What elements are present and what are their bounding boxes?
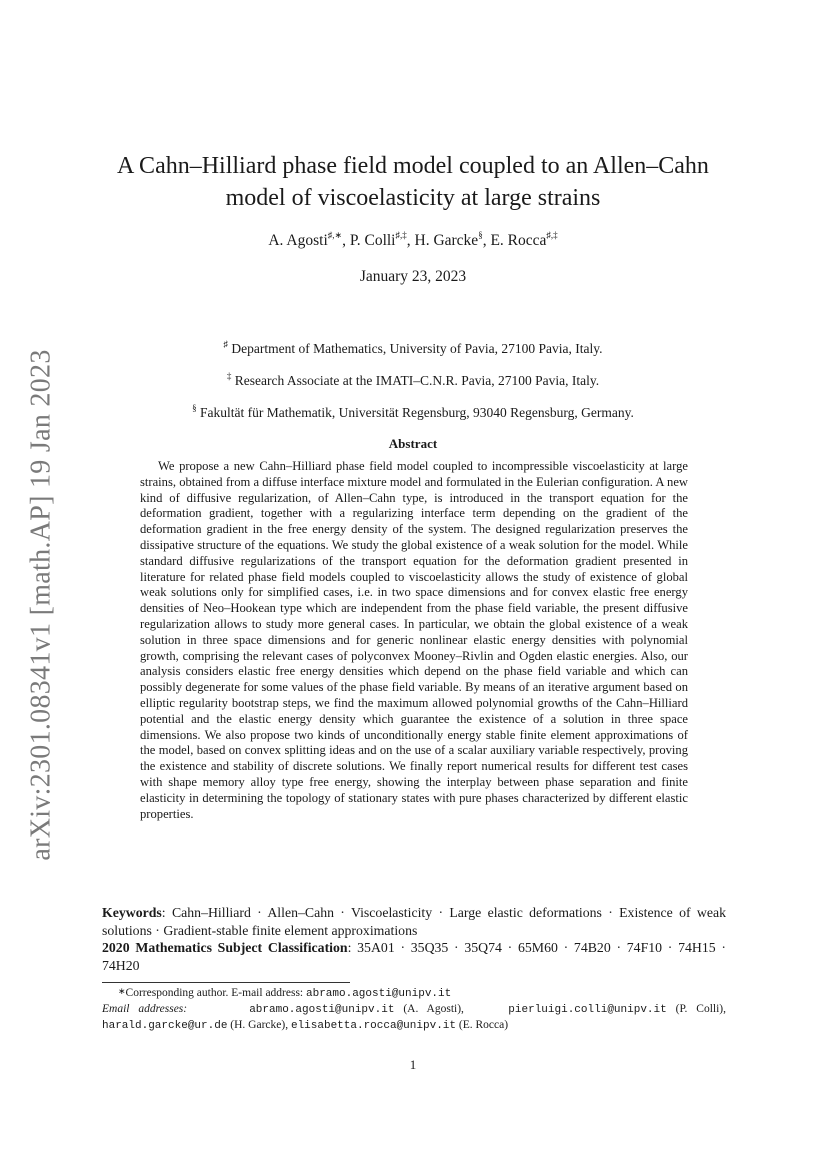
affiliation [100,341,726,357]
paper-title-line-1: A Cahn–Hilliard phase field model coupled to an Allen–Cahn [117,153,709,179]
paper-date: January 23, 2023 [359,268,467,285]
author-name: P. Colli [349,232,396,249]
email-link[interactable]: elisabetta.rocca@unipv.it [290,1020,456,1033]
affiliation-text: Fakultät für Mathematik, Universität Regensburg, 93040 Regensburg, Germany. [199,405,634,420]
corresponding-author-note [102,986,726,1002]
author-marks: ♯,‡ [546,230,558,240]
msc-label: 2020 Mathematics Subject Classification [102,940,348,955]
affiliation-text: Department of Mathematics, University of Pavia, 27100 Pavia, Italy. [231,341,603,356]
abstract-body: We propose a new Cahn–Hilliard phase field model coupled to incompressible viscoelasticity at large strains, obtained from a diffuse interface mixture model and formulated in the Eulerian configuration. A new kind of diffusive regularization, of Allen–Cahn type, is introduced in the transport equation for the deformation gradient, together with a regularizing interface term depending on the gradient of the deformation gradient in the free energy density of the system. The designed regularization preserves the dissipative structure of the equations. We study the global existence of a weak solution for the model. While standard diffusive regularizations of the transport equation for the deformation gradient presented in literature for related phase field models coupled to viscoelasticity allows the study of existence of global weak solutions only for simplified cases, i.e. in two space dimensions and for convex elastic free energy densities of Neo–Hookean type which are independent from the phase field variable, the present diffusive regularization allows to study more general cases. In particular, we obtain the global existence of a weak solution in three space dimensions and for generic nonlinear elastic energy densities with polynomial growth, comprising the relevant cases of polyconvex Mooney–Rivlin and Ogden elastic energies. Also, our analysis considers elastic free energy densities which depend on the phase field variable and which can possibly degenerate for some values of the phase field variable. By means of an iterative argument based on elliptic regularity bootstrap steps, we find the maximum allowed polynomial growths of the Cahn–Hilliard potential and the elastic energy density which guarantee the existence of a solution in three space dimensions. We also propose two kinds of unconditionally energy stable finite element approximations of the model, based on convex splitting ideas and on the use of a scalar auxiliary variable respectively, proving the existence and stability of discrete solutions. We finally report numerical results for different test cases with shape memory alloy type free energy, showing the interplay between phase separation and finite elasticity in determining the topology of stationary states with pure phases characterized by different elastic properties. [140,459,688,821]
corresponding-mark: ∗ [118,986,126,996]
affiliation-mark: ♯ [223,339,229,349]
email-addresses-label: Email addresses: [102,1003,188,1016]
abstract-heading: Abstract [388,436,438,451]
footnotes [102,986,726,1035]
author-name: A. Agosti [268,232,328,249]
paper-title [90,150,736,214]
footnote-rule [102,982,350,983]
email-link[interactable]: pierluigi.colli@unipv.it [508,1004,667,1017]
corresponding-text: Corresponding author. E-mail address: [125,987,306,999]
affiliation [100,373,726,389]
author-name: H. Garcke [414,232,479,249]
affiliation-mark: ‡ [226,371,232,381]
email-owner: (P. Colli), [675,1003,727,1016]
keywords-line [102,904,726,939]
affiliation-mark: § [192,403,197,413]
email-link[interactable]: abramo.agosti@unipv.it [249,1004,395,1017]
keywords-text: : Cahn–Hilliard · Allen–Cahn · Viscoelasticity · Large elastic deformations · Existence of weak solutions · Gradient-stable finite element approximations [102,905,726,938]
arxiv-identifier-text: arXiv:2301.08341v1 [math.AP] 19 Jan 2023 [26,349,58,861]
email-owner: (A. Agosti), [403,1003,464,1016]
author-name: E. Rocca [490,232,547,249]
email-link[interactable]: harald.garcke@ur.de [102,1020,228,1033]
author-marks: § [478,230,483,240]
paper-title-line-2: model of viscoelasticity at large strains [225,185,601,211]
affiliation-text: Research Associate at the IMATI–C.N.R. Pavia, 27100 Pavia, Italy. [234,373,600,388]
page-number: 1 [409,1057,417,1072]
keywords-label: Keywords [102,905,162,920]
keywords-block [102,904,726,974]
email-owner: (H. Garcke), [230,1019,289,1032]
msc-text: : 35A01 · 35Q35 · 35Q74 · 65M60 · 74B20 · 74F10 · 74H15 · 74H20 [102,940,726,973]
email-addresses-note [102,1002,726,1034]
corresponding-email-link[interactable]: abramo.agosti@unipv.it [306,988,452,1000]
author-list: A. Agosti♯,∗, P. Colli♯,‡, H. Garcke§, E. Rocca♯,‡ [268,230,558,249]
author-marks: ♯,‡ [395,230,407,240]
affiliation [100,405,726,421]
msc-line [102,939,726,974]
email-owner: (E. Rocca) [458,1019,509,1032]
author-marks: ♯,∗ [327,230,343,240]
arxiv-identifier [20,320,64,890]
